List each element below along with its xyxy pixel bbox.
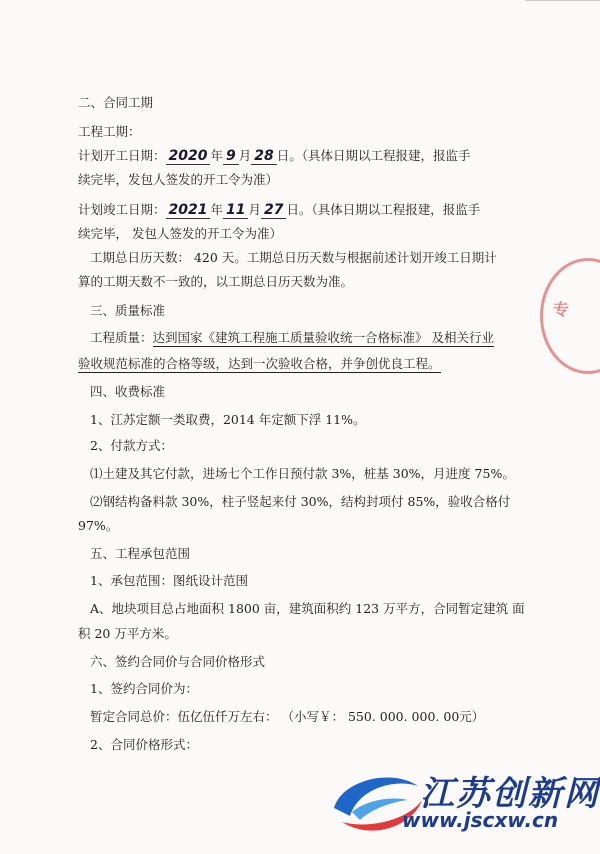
section-2-heading: 二、合同工期 <box>78 95 154 110</box>
page-corner-line <box>525 0 600 21</box>
end-date-line <box>78 202 480 219</box>
end-date-note-cont: 续完毕， 发包人签发的开工令为准） <box>78 226 282 241</box>
end-year-handwritten: 2021 <box>166 202 211 219</box>
payment-item-2-cont: 97%。 <box>78 518 119 533</box>
quality-standard-text-cont: 验收规范标准的合格等级，达到一次验收合格，并争创优良工程。 <box>78 356 441 371</box>
start-month-handwritten: 9 <box>223 148 239 165</box>
start-date-line <box>78 148 471 165</box>
month-char: 月 <box>238 148 252 163</box>
start-date-note: 日。（具体日期以工程报建，报监手 <box>276 148 471 163</box>
year-char: 年 <box>210 148 223 163</box>
price-item-2: 2、合同价格形式： <box>90 737 198 752</box>
start-date-note-cont: 续完毕，发包人签发的开工令为准） <box>78 172 279 187</box>
total-days-line-2: 算的工期天数不一致的，以工期总日历天数为准。 <box>78 274 354 289</box>
price-item-1: 1、签约合同价为： <box>90 681 198 696</box>
start-date-label: 计划开工日期： <box>78 148 166 163</box>
start-day-handwritten: 28 <box>251 148 276 165</box>
start-year-handwritten: 2020 <box>166 148 211 165</box>
scope-item-1: 1、承包范围：图纸设计范围 <box>90 573 248 588</box>
watermark-site-url: www.jscxw.cn <box>402 808 559 832</box>
section-6-heading: 六、签约合同价与合同价格形式 <box>90 654 266 669</box>
watermark-site-name: 江苏创新网 <box>420 774 600 814</box>
end-date-label: 计划竣工日期： <box>78 202 166 217</box>
payment-item-1: ⑴土建及其它付款，进场七个工作日预付款 3%，桩基 30%，月进度 75%。 <box>90 466 515 481</box>
quality-label: 工程质量： <box>90 330 153 345</box>
scope-item-a: A、地块项目总占地面积 1800 亩，建筑面积约 123 万平方，合同暂定建筑 面 <box>90 601 525 616</box>
fee-item-1: 1、江苏定额一类取费，2014 年定额下浮 11%。 <box>90 412 366 427</box>
section-5-heading: 五、工程承包范围 <box>90 546 191 561</box>
quality-standard-text: 达到国家《建筑工程施工质量验收统一合格标准》 及相关行业 <box>152 330 494 345</box>
section-4-heading: 四、收费标准 <box>90 384 166 399</box>
scope-item-a-cont: 积 20 万平方米。 <box>78 626 177 641</box>
quality-line-1 <box>90 330 494 346</box>
fee-item-2: 2、付款方式： <box>90 438 173 453</box>
duration-label: 工程工期： <box>78 124 141 139</box>
section-3-heading: 三、质量标准 <box>90 303 166 318</box>
month-char: 月 <box>248 202 261 217</box>
red-seal-stamp <box>540 258 600 374</box>
year-char: 年 <box>210 202 223 217</box>
total-days-line-1: 工期总日历天数： 420 天。工期总日历天数与根据前述计划开竣工日期计 <box>90 250 497 265</box>
seal-text: 专 <box>553 300 570 319</box>
end-date-note: 日。（具体日期以工程报建，报监手 <box>286 202 481 217</box>
end-month-handwritten: 11 <box>223 202 248 219</box>
price-total: 暂定合同总价：伍亿伍仟万左右： （小写￥： 550. 000. 000. 00元） <box>90 709 485 724</box>
end-day-handwritten: 27 <box>261 202 286 219</box>
quality-line-2 <box>78 356 441 372</box>
payment-item-2: ⑵钢结构备料款 30%，柱子竖起来付 30%，结构封项付 85%，验收合格付 <box>90 494 511 509</box>
